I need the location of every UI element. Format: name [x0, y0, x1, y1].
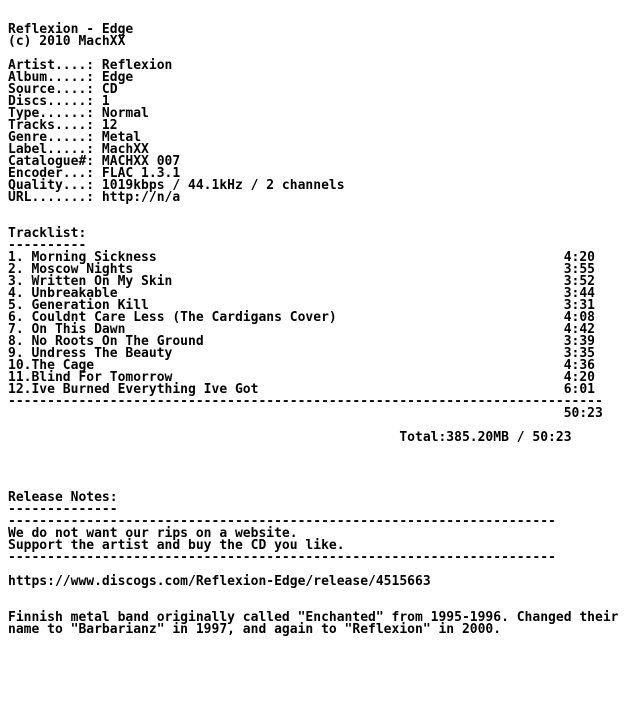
info-album: Album.....: Edge [8, 70, 134, 85]
track-row: 12.Ive Burned Everything Ive Got 6:01 [8, 382, 595, 397]
blank-line [8, 456, 638, 468]
tracklist-section [8, 228, 638, 444]
tracklist-heading: Tracklist: [8, 226, 87, 241]
track-row: 8. No Roots On The Ground 3:39 [8, 334, 595, 349]
release-notes-heading: Release Notes: [8, 490, 118, 505]
nfo-text-document [8, 24, 638, 636]
track-row: 5. Generation Kill 3:31 [8, 298, 595, 313]
tracklist-underline: ---------- [8, 238, 87, 253]
track-row: 2. Moscow Nights 3:55 [8, 262, 595, 277]
release-notes-divider-top: ---------------------------------------------------------------------- [8, 514, 556, 529]
info-discs: Discs.....: 1 [8, 94, 110, 109]
blank-line [8, 444, 638, 456]
release-notes-underline: -------------- [8, 502, 118, 517]
band-bio [8, 612, 638, 636]
info-tracks: Tracks....: 12 [8, 118, 118, 133]
info-source: Source....: CD [8, 82, 118, 97]
release-notes-divider-bottom: ---------------------------------------------------------------------- [8, 550, 556, 565]
info-label: Label.....: MachXX [8, 142, 149, 157]
blank-line [8, 204, 638, 216]
track-row: 9. Undress The Beauty 3:35 [8, 346, 595, 361]
info-catalogue: Catalogue#: MACHXX 007 [8, 154, 181, 169]
blank-line [8, 216, 638, 228]
info-artist: Artist....: Reflexion [8, 58, 173, 73]
track-row: 7. On This Dawn 4:42 [8, 322, 595, 337]
track-row: 1. Morning Sickness 4:20 [8, 250, 595, 265]
info-type: Type......: Normal [8, 106, 149, 121]
discogs-url: https://www.discogs.com/Reflexion-Edge/release/4515663 [8, 574, 431, 589]
total-time: 50:23 [8, 406, 603, 421]
blank-line [8, 468, 638, 480]
info-quality: Quality...: 1019kbps / 44.1kHz / 2 channels [8, 178, 345, 193]
info-encoder: Encoder...: FLAC 1.3.1 [8, 166, 181, 181]
blank-line [8, 588, 638, 600]
tracklist-divider: ---------------------------------------------------------------------------- [8, 394, 603, 409]
release-notes-line: We do not want our rips on a website. [8, 526, 298, 541]
info-genre: Genre.....: Metal [8, 130, 142, 145]
track-row: 6. Couldnt Care Less (The Cardigans Cover) 4:08 [8, 310, 595, 325]
release-title: Reflexion - Edge [8, 22, 134, 37]
track-row: 11.Blind For Tomorrow 4:20 [8, 370, 595, 385]
track-row: 4. Unbreakable 3:44 [8, 286, 595, 301]
bio-line: Finnish metal band originally called "Enchanted" from 1995-1996. Changed their [8, 610, 619, 625]
copyright-line: (c) 2010 MachXX [8, 34, 126, 49]
release-notes-section [8, 492, 638, 564]
info-url: URL.......: http://n/a [8, 190, 181, 205]
release-notes-line: Support the artist and buy the CD you like. [8, 538, 345, 553]
bio-line: name to "Barbarianz" in 1997, and again to "Reflexion" in 2000. [8, 622, 502, 637]
track-row: 3. Written On My Skin 3:52 [8, 274, 595, 289]
total-size: Total:385.20MB / 50:23 [8, 430, 572, 445]
info-block [8, 60, 638, 204]
track-row: 10.The Cage 4:36 [8, 358, 595, 373]
